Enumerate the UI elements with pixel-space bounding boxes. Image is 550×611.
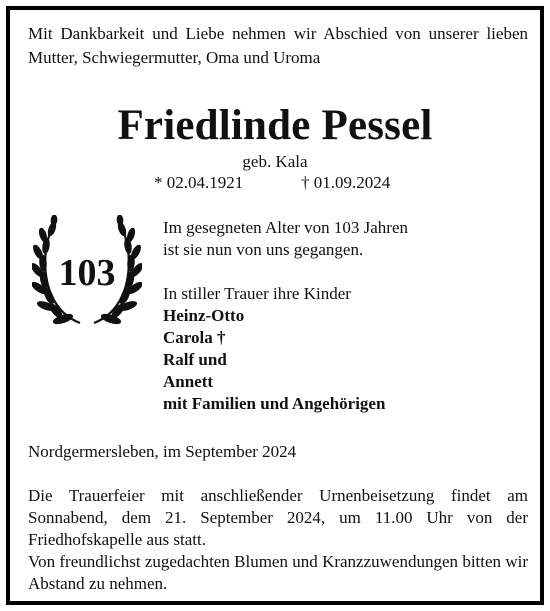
birth-name: geb. Kala [242, 152, 308, 171]
birth-date: * 02.04.1921 [154, 173, 244, 192]
deceased-name: Friedlinde Pessel [117, 102, 433, 149]
ceremony-text: Die Trauerfeier mit anschließender Urnenbeisetzung findet am Sonnabend, dem 21. September 2024, um 11.00 Uhr von der Friedhofskapelle aus statt. [28, 486, 528, 549]
life-dates [150, 172, 430, 194]
laurel-wreath-icon [32, 215, 142, 327]
child-name: Heinz-Otto [163, 306, 245, 325]
child-name: Ralf und [163, 350, 227, 369]
death-date: † 01.09.2024 [301, 173, 391, 192]
flowers-request-text: Von freundlichst zugedachten Blumen und Kranzzuwendungen bitten wir Abstand zu nehmen. [28, 552, 528, 593]
child-name: Carola † [163, 328, 226, 347]
family-line: mit Familien und Angehörigen [163, 394, 386, 413]
child-name: Annett [163, 372, 214, 391]
age-number: 103 [58, 252, 116, 294]
intro-text: Mit Dankbarkeit und Liebe nehmen wir Abschied von unserer lieben Mutter, Schwiegermutter, Oma und Uroma [28, 24, 528, 67]
obituary-notice [6, 6, 544, 605]
place-date: Nordgermersleben, im September 2024 [28, 442, 297, 461]
closing-block [28, 485, 528, 595]
message-line: Im gesegneten Alter von 103 Jahren [163, 218, 409, 237]
message-block [163, 217, 523, 415]
mourning-line: In stiller Trauer ihre Kinder [163, 284, 351, 303]
message-line: ist sie nun von uns gegangen. [163, 240, 364, 259]
